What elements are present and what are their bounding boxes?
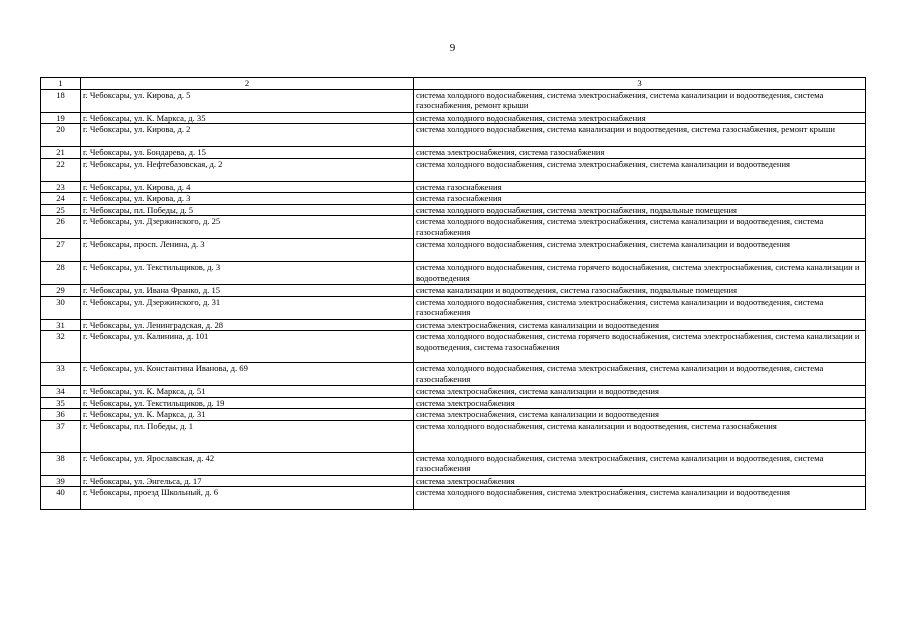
address-cell: г. Чебоксары, ул. Энгельса, д. 17 xyxy=(81,475,414,487)
address-cell: г. Чебоксары, ул. Текстильщиков, д. 3 xyxy=(81,262,414,285)
address-cell: г. Чебоксары, ул. К. Маркса, д. 31 xyxy=(81,409,414,421)
row-number: 31 xyxy=(41,319,81,331)
table-row xyxy=(41,397,866,409)
address-cell: г. Чебоксары, пл. Победы, д. 5 xyxy=(81,204,414,216)
table-row xyxy=(41,181,866,193)
systems-cell: система холодного водоснабжения, система электроснабжения, система канализации и водоотведения xyxy=(414,487,866,510)
row-number: 40 xyxy=(41,487,81,510)
address-cell: г. Чебоксары, ул. К. Маркса, д. 51 xyxy=(81,386,414,398)
systems-cell: система холодного водоснабжения, система электроснабжения, система канализации и водоотведения xyxy=(414,239,866,262)
table-row xyxy=(41,216,866,239)
row-number: 23 xyxy=(41,181,81,193)
table-row xyxy=(41,420,866,452)
row-number: 37 xyxy=(41,420,81,452)
address-cell: г. Чебоксары, ул. Калинина, д. 101 xyxy=(81,331,414,363)
table-row xyxy=(41,285,866,297)
row-number: 33 xyxy=(41,363,81,386)
systems-cell: система газоснабжения xyxy=(414,193,866,205)
page-number: 9 xyxy=(449,42,456,54)
row-number: 22 xyxy=(41,158,81,181)
row-number: 30 xyxy=(41,296,81,319)
systems-cell: система электроснабжения xyxy=(414,475,866,487)
table-header-row xyxy=(41,78,866,90)
address-cell: г. Чебоксары, просп. Ленина, д. 3 xyxy=(81,239,414,262)
table-row xyxy=(41,124,866,147)
row-number: 36 xyxy=(41,409,81,421)
systems-cell: система холодного водоснабжения, система электроснабжения, система канализации и водоотведения xyxy=(414,158,866,181)
address-cell: г. Чебоксары, ул. Бондарева, д. 15 xyxy=(81,147,414,159)
row-number: 39 xyxy=(41,475,81,487)
systems-cell: система холодного водоснабжения, система канализации и водоотведения, система газоснабжения xyxy=(414,420,866,452)
systems-cell: система электроснабжения, система канализации и водоотведения xyxy=(414,319,866,331)
systems-cell: система холодного водоснабжения, система электроснабжения, система канализации и водоотведения, система газоснабжения xyxy=(414,363,866,386)
column-header: 2 xyxy=(81,78,414,90)
address-cell: г. Чебоксары, ул. Кирова, д. 3 xyxy=(81,193,414,205)
row-number: 27 xyxy=(41,239,81,262)
address-cell: г. Чебоксары, ул. Кирова, д. 2 xyxy=(81,124,414,147)
table-row xyxy=(41,363,866,386)
systems-cell: система холодного водоснабжения, система электроснабжения, система канализации и водоотведения, система газоснабжения, ремонт крыши xyxy=(414,89,866,112)
address-cell: г. Чебоксары, ул. Дзержинского, д. 25 xyxy=(81,216,414,239)
systems-cell: система электроснабжения, система канализации и водоотведения xyxy=(414,386,866,398)
table-row xyxy=(41,147,866,159)
address-cell: г. Чебоксары, ул. К. Маркса, д. 35 xyxy=(81,112,414,124)
table-row xyxy=(41,239,866,262)
systems-cell: система электроснабжения, система канализации и водоотведения xyxy=(414,409,866,421)
systems-cell: система газоснабжения xyxy=(414,181,866,193)
address-cell: г. Чебоксары, ул. Ленинградская, д. 28 xyxy=(81,319,414,331)
systems-cell: система холодного водоснабжения, система канализации и водоотведения, система газоснабжения, ремонт крыши xyxy=(414,124,866,147)
row-number: 35 xyxy=(41,397,81,409)
systems-cell: система холодного водоснабжения, система горячего водоснабжения, система электроснабжения, система канализации и водоотведения, система газоснабжения xyxy=(414,331,866,363)
table-row xyxy=(41,262,866,285)
table-row xyxy=(41,158,866,181)
address-cell: г. Чебоксары, ул. Дзержинского, д. 31 xyxy=(81,296,414,319)
table-row xyxy=(41,487,866,510)
address-cell: г. Чебоксары, ул. Кирова, д. 4 xyxy=(81,181,414,193)
table-row xyxy=(41,89,866,112)
address-cell: г. Чебоксары, пл. Победы, д. 1 xyxy=(81,420,414,452)
table-row xyxy=(41,112,866,124)
address-cell: г. Чебоксары, ул. Нефтебазовская, д. 2 xyxy=(81,158,414,181)
table-row xyxy=(41,452,866,475)
row-number: 25 xyxy=(41,204,81,216)
buildings-table xyxy=(40,77,866,510)
address-cell: г. Чебоксары, ул. Кирова, д. 5 xyxy=(81,89,414,112)
address-cell: г. Чебоксары, ул. Ярославская, д. 42 xyxy=(81,452,414,475)
table-row xyxy=(41,193,866,205)
address-cell: г. Чебоксары, ул. Константина Иванова, д. 69 xyxy=(81,363,414,386)
row-number: 24 xyxy=(41,193,81,205)
table-row xyxy=(41,296,866,319)
row-number: 32 xyxy=(41,331,81,363)
systems-cell: система холодного водоснабжения, система электроснабжения, система канализации и водоотведения, система газоснабжения xyxy=(414,216,866,239)
table-row xyxy=(41,409,866,421)
row-number: 28 xyxy=(41,262,81,285)
table-row xyxy=(41,331,866,363)
systems-cell: система электроснабжения xyxy=(414,397,866,409)
row-number: 20 xyxy=(41,124,81,147)
row-number: 19 xyxy=(41,112,81,124)
systems-cell: система холодного водоснабжения, система горячего водоснабжения, система электроснабжения, система канализации и водоотведения xyxy=(414,262,866,285)
table-row xyxy=(41,319,866,331)
row-number: 34 xyxy=(41,386,81,398)
table-row xyxy=(41,386,866,398)
systems-cell: система холодного водоснабжения, система электроснабжения, система канализации и водоотведения, система газоснабжения xyxy=(414,452,866,475)
table-row xyxy=(41,475,866,487)
row-number: 21 xyxy=(41,147,81,159)
row-number: 18 xyxy=(41,89,81,112)
column-header: 3 xyxy=(414,78,866,90)
address-cell: г. Чебоксары, проезд Школьный, д. 6 xyxy=(81,487,414,510)
systems-cell: система канализации и водоотведения, система газоснабжения, подвальные помещения xyxy=(414,285,866,297)
address-cell: г. Чебоксары, ул. Текстильщиков, д. 19 xyxy=(81,397,414,409)
systems-cell: система холодного водоснабжения, система электроснабжения, система канализации и водоотведения, система газоснабжения xyxy=(414,296,866,319)
systems-cell: система холодного водоснабжения, система электроснабжения xyxy=(414,112,866,124)
row-number: 38 xyxy=(41,452,81,475)
row-number: 29 xyxy=(41,285,81,297)
row-number: 26 xyxy=(41,216,81,239)
systems-cell: система холодного водоснабжения, система электроснабжения, подвальные помещения xyxy=(414,204,866,216)
column-header: 1 xyxy=(41,78,81,90)
table-row xyxy=(41,204,866,216)
systems-cell: система электроснабжения, система газоснабжения xyxy=(414,147,866,159)
address-cell: г. Чебоксары, ул. Ивана Франко, д. 15 xyxy=(81,285,414,297)
